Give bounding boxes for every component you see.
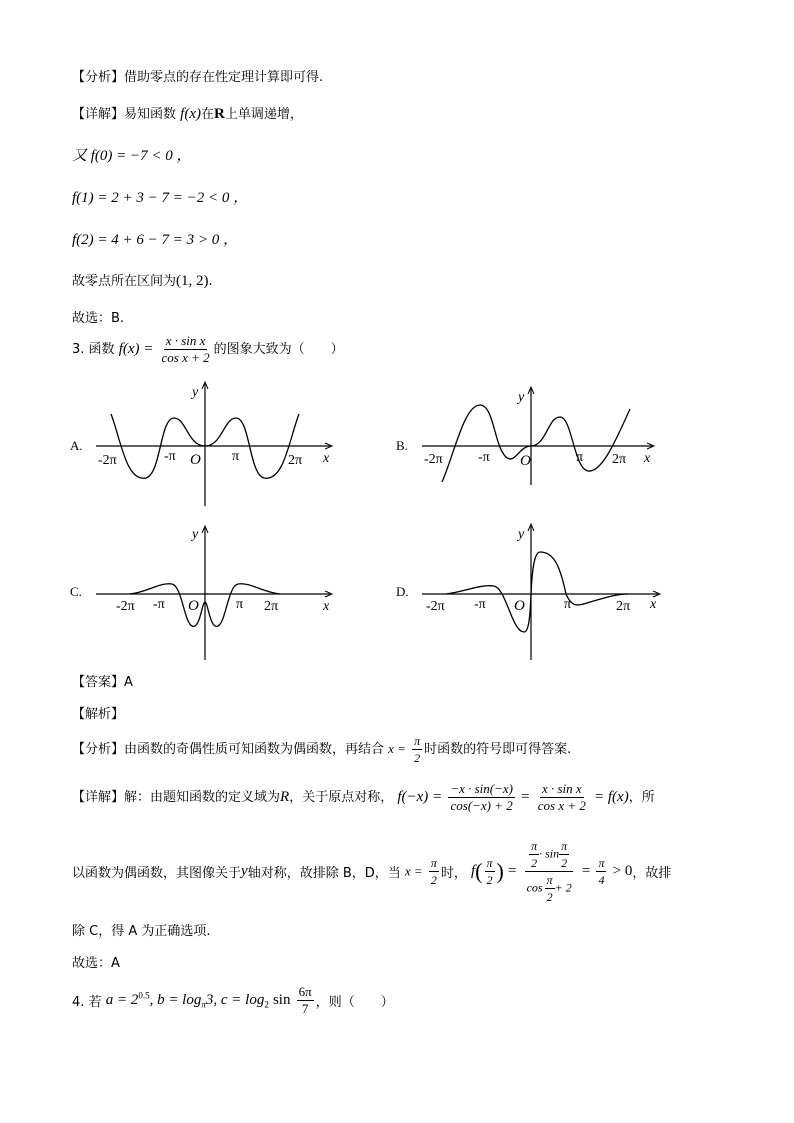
- graph-d-label: D.: [396, 584, 409, 599]
- tick-neg-pi: -π: [164, 449, 176, 464]
- tick-pi: π: [236, 597, 244, 612]
- q2-line-f0: 又 f(0) = −7 < 0 ，: [72, 148, 192, 164]
- graph-c-label: C.: [70, 584, 82, 599]
- q3-big-fraction: $\frac{\pi}{2}$ · sin $\frac{\pi}{2}$ cos $\frac{\pi}{2}$ + 2: [526, 839, 572, 904]
- q3-detail-line2: 以函数为偶函数，其图像关于y轴对称，故排除 B，D，当 x = $\frac{\pi}{2}$ 时， f( $\frac{\pi}{2}$ ) = $\frac{\pi}{2}$ · sin $\frac{\pi}{2}$ cos $\frac{\pi}{2}$ + 2 = $\frac{\pi}{4}$ > 0，故排: [72, 839, 672, 904]
- x-label: x: [644, 451, 651, 466]
- q2-line-f1: f(1) = 2 + 3 − 7 = −2 < 0 ，: [72, 190, 249, 206]
- q3-detail-line3: 除 C，得 A 为正确选项.: [72, 924, 211, 939]
- curve: [446, 552, 631, 632]
- origin-label: O: [188, 598, 199, 614]
- graph-b-label: B.: [396, 438, 408, 453]
- tick-neg-2pi: -2π: [426, 599, 445, 614]
- q3-analysis: 【分析】由函数的奇偶性质可知函数为偶函数，再结合 x = $\frac{\pi}{2}$ 时函数的符号即可得答案.: [72, 734, 572, 765]
- q2-interval-line: 故零点所在区间为(1, 2).: [72, 273, 213, 289]
- tick-pi: π: [232, 449, 240, 464]
- tick-2pi: 2π: [288, 453, 303, 468]
- graph-d: [394, 522, 664, 662]
- q2-line-f2: f(2) = 4 + 6 − 7 = 3 > 0 ，: [72, 232, 239, 248]
- graph-b: [394, 385, 664, 485]
- graph-a: [68, 378, 348, 510]
- tick-pi: π: [576, 450, 584, 465]
- x-label: x: [323, 599, 330, 614]
- tick-neg-2pi: -2π: [424, 452, 443, 467]
- x-label: x: [650, 597, 657, 612]
- y-label: y: [518, 527, 525, 542]
- tick-neg-pi: -π: [153, 597, 165, 612]
- q2-choice: 故选：B.: [72, 311, 125, 326]
- tick-neg-pi: -π: [474, 597, 486, 612]
- tick-neg-pi: -π: [478, 450, 490, 465]
- origin-label: O: [190, 452, 201, 468]
- q4-stem: 4. 若 $a = 2^{0.5}$, $b = \log_\pi 3$, $c = \log_2 \sin$ $\frac{6\pi}{7}$ ，则（ ）: [72, 984, 394, 1016]
- q3-choice: 故选：A: [72, 956, 120, 971]
- y-label: y: [192, 385, 199, 400]
- tick-2pi: 2π: [264, 599, 279, 614]
- tick-neg-2pi: -2π: [116, 599, 135, 614]
- graph-a-label: A.: [70, 438, 83, 453]
- graph-c: [68, 522, 348, 662]
- origin-label: O: [514, 598, 525, 614]
- tick-neg-2pi: -2π: [98, 453, 117, 468]
- curve: [442, 405, 630, 482]
- q3-jiexi: 【解析】: [72, 707, 125, 722]
- q3-detail-line1: 【详解】解：由题知函数的定义域为R，关于原点对称， f(−x) = $\frac{-x \cdot \sin(-x)}{\cos(-x) + 2}$ = $\frac{\text{x · sin x}}{\text{cos x + 2}}$ = f(x)，所: [72, 781, 655, 813]
- q2-analysis: 【分析】借助零点的存在性定理计算即可得.: [72, 70, 324, 85]
- tick-2pi: 2π: [616, 599, 631, 614]
- origin-label: O: [520, 453, 531, 469]
- q3-answer: 【答案】A: [72, 675, 133, 690]
- q2-detail-line: 【详解】易知函数 f(x)在R上单调递增，: [72, 106, 303, 122]
- q3-fraction: $\frac{\text{x · sin x}}{\text{cos x + 2}}$: [161, 333, 210, 365]
- x-label: x: [323, 451, 330, 466]
- tick-pi: π: [564, 597, 572, 612]
- q3-stem: 3. 函数 f(x) = $\frac{\text{x · sin x}}{\text{cos x + 2}}$ 的图象大致为（ ）: [72, 333, 344, 365]
- y-label: y: [192, 527, 199, 542]
- y-label: y: [518, 390, 525, 405]
- tick-2pi: 2π: [612, 452, 627, 467]
